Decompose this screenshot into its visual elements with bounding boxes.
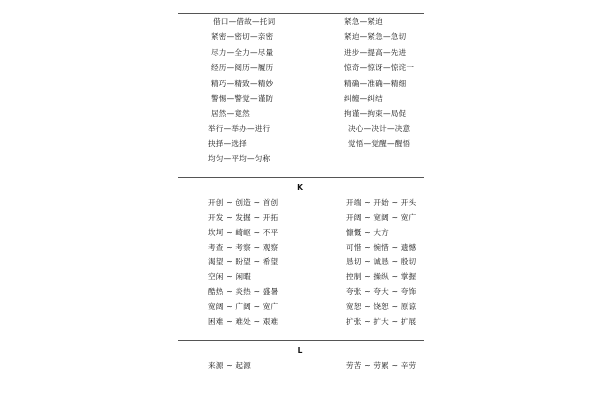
word-entry: 紧迫—紧急—急切	[344, 32, 407, 41]
word-entry: 开创 ~ 创造 ~ 首创	[208, 198, 279, 207]
top-divider	[178, 13, 424, 14]
word-entry: 考查 ~ 考察 ~ 观察	[208, 243, 279, 252]
word-entry: 困难 ~ 难处 ~ 艰难	[208, 317, 279, 326]
word-entry: 抉择—选择	[208, 139, 247, 148]
word-entry: 警惕—警觉—谨防	[211, 94, 274, 103]
word-entry: 精巧—精致—精妙	[211, 79, 274, 88]
section-k-divider	[178, 177, 424, 178]
word-entry: 决心—决计—决意	[348, 124, 411, 133]
word-entry: 宽恕 ~ 饶恕 ~ 原谅	[346, 302, 417, 311]
word-entry: 宽阔 ~ 广阔 ~ 宽广	[208, 302, 279, 311]
section-l-divider	[178, 340, 424, 341]
word-entry: 开发 ~ 发掘 ~ 开拓	[208, 213, 279, 222]
word-entry: 居然—竟然	[211, 109, 250, 118]
word-entry: 开端 ~ 开始 ~ 开头	[346, 198, 417, 207]
word-entry: 进步—提高—先进	[344, 48, 407, 57]
word-entry: 精确—准确—精细	[344, 79, 407, 88]
word-entry: 拘谨—拘束—局促	[344, 109, 407, 118]
word-entry: 扩张 ~ 扩大 ~ 扩展	[346, 317, 417, 326]
word-entry: 恳切 ~ 诚恳 ~ 殷切	[346, 257, 417, 266]
word-entry: 纠缠—纠结	[344, 94, 383, 103]
word-entry: 控制 ~ 操纵 ~ 掌握	[346, 272, 417, 281]
word-entry: 借口—借故—托词	[213, 17, 276, 26]
word-entry: 夸张 ~ 夸大 ~ 夸饰	[346, 287, 417, 296]
word-entry: 劳苦 ~ 劳累 ~ 辛劳	[346, 361, 417, 370]
word-entry: 均匀—平均—匀称	[208, 154, 271, 163]
word-entry: 酷热 ~ 炎热 ~ 盛暑	[208, 287, 279, 296]
word-entry: 慷慨 ~ 大方	[346, 228, 389, 237]
word-entry: 渴望 ~ 盼望 ~ 希望	[208, 257, 279, 266]
word-entry: 来源 ~ 起源	[208, 361, 251, 370]
word-entry: 觉悟—觉醒—醒悟	[348, 139, 411, 148]
word-entry: 尽力—全力—尽量	[211, 48, 274, 57]
word-entry: 开阔 ~ 宽阔 ~ 宽广	[346, 213, 417, 222]
word-entry: 紧密—密切—亲密	[211, 32, 274, 41]
word-entry: 可惜 ~ 惋惜 ~ 遗憾	[346, 243, 417, 252]
word-entry: 惊奇—惊讶—惊诧一	[344, 63, 415, 72]
word-entry: 空闲 ~ 闲暇	[208, 272, 251, 281]
word-entry: 举行—举办—进行	[208, 124, 271, 133]
section-k-heading: K	[297, 183, 303, 192]
word-entry: 经历—阅历—履历	[211, 63, 274, 72]
section-l-heading: L	[297, 346, 303, 355]
word-entry: 坎坷 ~ 崎岖 ~ 不平	[208, 228, 279, 237]
word-entry: 紧急—紧迫	[344, 17, 383, 26]
